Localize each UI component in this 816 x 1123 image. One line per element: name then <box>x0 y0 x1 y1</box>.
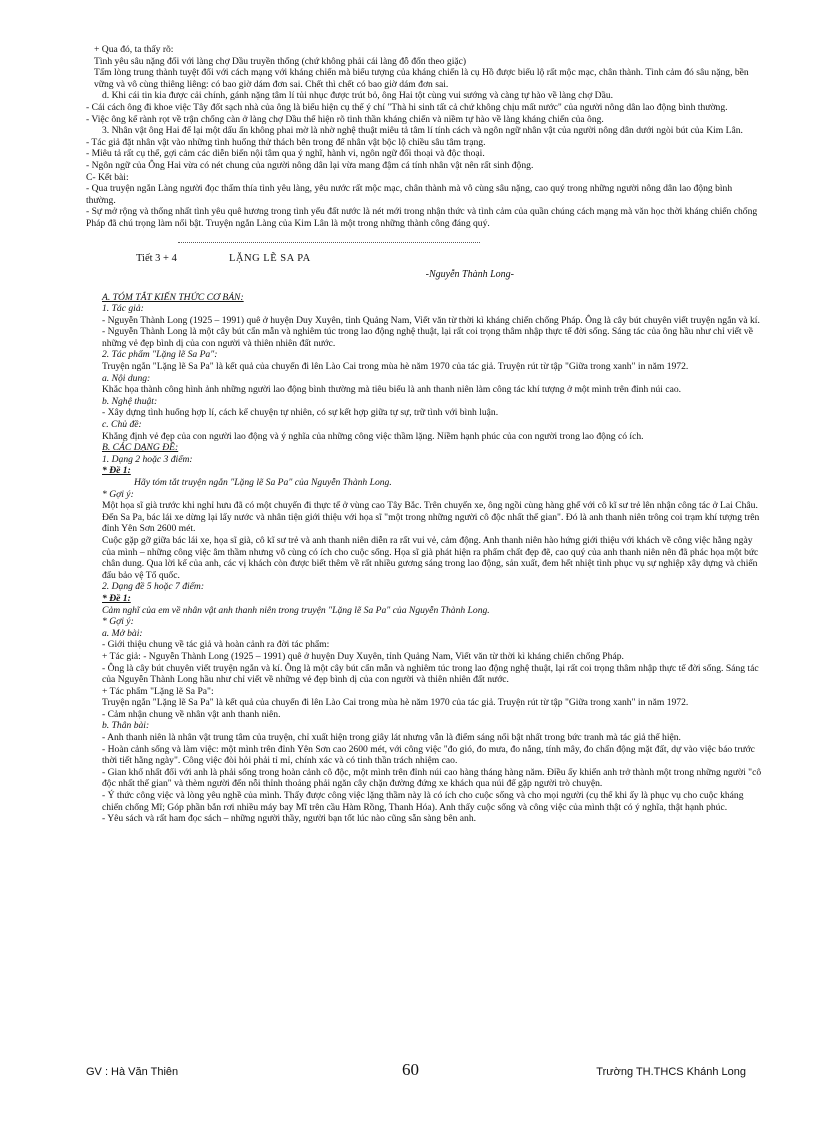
document-page <box>86 44 762 825</box>
lesson-body <box>86 292 762 825</box>
text-line: + Qua đó, ta thấy rõ: <box>94 44 174 55</box>
text-line: Khắc họa thành công hình ảnh những người lao động bình thường mà tiêu biểu là anh thanh niên làm công tác khí tượng ở một mình trên đỉnh núi cao. <box>102 384 682 396</box>
text-line: 2. Tác phẩm "Lặng lẽ Sa Pa": <box>102 349 218 361</box>
text-line: B. CÁC DẠNG ĐỀ: <box>102 442 179 454</box>
text-line: a. Nội dung: <box>102 372 151 384</box>
text-line: Truyện ngắn "Lặng lẽ Sa Pa" là kết quả của chuyến đi lên Lào Cai trong mùa hè năm 1970 của tác giả. Truyện rút từ tập "Giữa trong xanh" in năm 1972. <box>102 697 689 709</box>
text-line: - Việc ông kể rành rọt về trận chống càn ở làng chợ Dầu thể hiện rõ tinh thần kháng chiến và niềm tự hào về làng kháng chiến của ông. <box>86 113 604 125</box>
text-line: 1. Tác giả: <box>102 303 144 315</box>
text-line: * Gợi ý: <box>102 488 134 500</box>
text-line: 1. Dạng 2 hoặc 3 điểm: <box>102 453 193 465</box>
footer-school: Trường TH.THCS Khánh Long <box>596 1066 746 1078</box>
text-line: + Tác phẩm "Lặng lẽ Sa Pa": <box>102 685 214 697</box>
text-line: A. TÓM TẮT KIẾN THỨC CƠ BẢN: <box>102 291 244 303</box>
text-line: d. Khi cái tin kia được cải chính, gánh nặng tâm lí tủi nhục được trút bỏ, ông Hai tột cùng vui sướng và càng tự hào về làng chợ Dầu. <box>102 90 614 102</box>
text-line: 2. Dạng đề 5 hoặc 7 điểm: <box>102 581 205 593</box>
text-line: Truyện ngắn "Lặng lẽ Sa Pa" là kết quả của chuyến đi lên Lào Cai trong mùa hè năm 1970 của tác giả. Truyện rút từ tập "Giữa trong xanh" in năm 1972. <box>102 361 689 373</box>
lesson-period: Tiết 3 + 4 <box>136 252 177 264</box>
text-line: * Đề 1: <box>102 465 131 477</box>
text-line: - Cảm nhận chung về nhân vật anh thanh niên. <box>102 708 281 720</box>
footer-teacher: GV : Hà Văn Thiên <box>86 1066 179 1078</box>
lesson-title: LẶNG LẼ SA PA <box>229 252 311 264</box>
text-line: C- Kết bài: <box>86 171 129 183</box>
text-line: b. Thân bài: <box>102 720 150 732</box>
text-line: c. Chủ đề: <box>102 419 142 431</box>
text-line: Một họa sĩ già trước khi nghỉ hưu đã có một chuyến đi thực tế ở vùng cao Tây Bắc. Trên chuyến xe, ông ngồi cùng hàng ghế với cô kĩ sư trẻ lên nhận công tác ở Lai Châu. Đến Sa Pa, bác lái xe dừng lại lấy nước và nhân tiện giới thiệu với họa sĩ "một trong những người cô độc nhất thế gian". Đó là anh thanh niên trông coi trạm khí tượng trên đỉnh Yên Sơn 2600 mét. <box>102 500 760 535</box>
lesson-header <box>86 253 762 269</box>
page-footer <box>86 1058 746 1078</box>
text-line: Tình yêu sâu nặng đối với làng chợ Dầu truyền thống (chứ không phải cái làng đỗ đốn theo giặc) <box>94 55 467 67</box>
text-line: - Cái cách ông đi khoe việc Tây đốt sạch nhà của ông là biểu hiện cụ thể ý chí "Thà hi sinh tất cả chứ không chịu mất nước" của người nông dân lao động bình thường. <box>86 101 728 113</box>
text-line: - Hoàn cảnh sống và làm việc: một mình trên đỉnh Yên Sơn cao 2600 mét, với công việc "đo gió, đo mưa, đo nắng, tính mây, đo chấn động mặt đất, dự vào việc báo trước thời tiết hằng ngày". Công việc đòi hỏi phải tỉ mỉ, chính xác và có tinh thần trách nhiệm cao. <box>102 743 755 767</box>
text-line: - Ông là cây bút chuyên viết truyện ngắn và kí. Ông là một cây bút cẩn mẫn và nghiêm túc trong lao động nghệ thuật, lại rất coi trọng thâm nhập thực tế đời sống. Sáng tác của Nguyễn Thành Long hầu như chỉ viết về những vẻ đẹp bình dị của con người và thiên nhiên đất nước. <box>102 662 759 686</box>
text-line: - Nguyễn Thành Long (1925 – 1991) quê ở huyện Duy Xuyên, tỉnh Quảng Nam, Viết văn từ thời kì kháng chiến chống Pháp. Ông là cây bút chuyên viết truyện ngắn và kí. <box>102 314 760 326</box>
text-line: Khẳng định vẻ đẹp của con người lao động và ý nghĩa của những công việc thầm lặng. Niềm hạnh phúc của con người trong lao động có ích. <box>102 430 644 442</box>
text-line: - Tác giả đặt nhân vật vào những tình huống thử thách bên trong để nhân vật bộc lộ chiều sâu tâm trạng. <box>86 136 486 148</box>
text-line: - Yêu sách và rất ham đọc sách – những người thầy, người bạn tốt lúc nào cũng sẵn sàng bên anh. <box>102 813 477 825</box>
text-line: b. Nghệ thuật: <box>102 395 158 407</box>
text-line: - Xây dựng tình huống hợp lí, cách kể chuyện tự nhiên, có sự kết hợp giữa tự sự, trữ tình với bình luận. <box>102 407 499 419</box>
text-line: Tấm lòng trung thành tuyệt đối với cách mạng với kháng chiến mà biểu tượng của kháng chiến là cụ Hồ được biểu lộ rất mộc mạc, chân thành. Tình cảm đó sâu nặng, bền vững và vô cùng thiêng liêng: có bao giờ dám đơn sai. Chết thì chết có bao giờ dám đơn sai. <box>94 67 749 90</box>
text-line: - Qua truyện ngắn Làng người đọc thấm thía tình yêu làng, yêu nước rất mộc mạc, chân thành mà vô cùng sâu nặng, cao quý trong những người nông dân lao động bình thường. <box>86 183 733 206</box>
top-section <box>86 44 762 230</box>
text-line: - Nguyễn Thành Long là một cây bút cẩn mẫn và nghiêm túc trong lao động nghệ thuật, lại rất coi trọng thâm nhập thực tế đời sống. Sáng tác của ông hầu như chỉ viết về những vẻ đẹp bình dị của con người và thiên nhiên đất nước. <box>102 326 753 349</box>
text-line: - Ngôn ngữ của Ông Hai vừa có nét chung của người nông dân lại vừa mang đậm cá tính nhân vật nên rất sinh động. <box>86 159 534 171</box>
page-number: 60 <box>402 1060 419 1079</box>
text-line: Cảm nghĩ của em về nhân vật anh thanh niên trong truyện "Lặng lẽ Sa Pa" của Nguyễn Thành Long. <box>102 604 490 616</box>
text-line: Hãy tóm tắt truyện ngắn "Lặng lẽ Sa Pa" của Nguyễn Thành Long. <box>134 477 392 488</box>
text-line: Cuộc gặp gỡ giữa bác lái xe, họa sĩ già, cô kĩ sư trẻ và anh thanh niên diễn ra rất vui vẻ, cảm động. Anh thanh niên hào hứng giới thiệu với khách về công việc hằng ngày của mình – những công việc âm thầm nhưng vô cùng có ích cho cuộc sống. Họa sĩ già phát hiện ra phẩm chất đẹp đẽ, cao quý của anh thanh niên nên đã phác họa một bức chân dung. Qua lời kể của anh, các vị khách còn được biết thêm về rất nhiều gương sáng trong lao động, sản xuất, đem hết nhiệt tình phục vụ sự nghiệp xây dựng và chiến đấu bảo vệ Tổ quốc. <box>102 534 759 581</box>
separator-line <box>178 242 480 243</box>
text-line: * Đề 1: <box>102 592 131 604</box>
lesson-author: -Nguyễn Thành Long- <box>425 268 514 280</box>
text-line: - Ý thức công việc và lòng yêu nghề của mình. Thấy được công việc lặng thầm này là có ích cho cuộc sống và cho mọi người (cụ thể khi ấy là phục vụ cho cuộc kháng chiến chống Mĩ; Góp phần bắn rơi nhiều máy bay Mĩ trên cầu Hàm Rồng, Thanh Hóa). Anh thấy cuộc sống và công việc của mình thật có ý nghĩa, thật hạnh phúc. <box>102 790 744 813</box>
text-line: 3. Nhân vật ông Hai để lại một dấu ấn không phai mờ là nhờ nghệ thuật miêu tả tâm lí tính cách và ngôn ngữ nhân vật của người nông dân dưới ngòi bút của Kim Lân. <box>102 125 743 137</box>
text-line: - Gian khổ nhất đối với anh là phải sống trong hoàn cảnh cô độc, một mình trên đỉnh núi cao hàng tháng hàng năm. Điều ấy khiến anh trở thành một trong những người "cô độc nhất thế gian" và thèm người đến nỗi thỉnh thoảng phải ngăn cây chặn đường đứng xe khách qua núi để gặp người trò chuyện. <box>102 766 762 790</box>
text-line: - Miêu tả rất cụ thể, gợi cảm các diễn biến nội tâm qua ý nghĩ, hành vi, ngôn ngữ đối thoại và độc thoại. <box>86 148 485 160</box>
text-line: * Gợi ý: <box>102 616 134 628</box>
text-line: a. Mở bài: <box>102 627 143 639</box>
text-line: - Sự mở rộng và thống nhất tình yêu quê hương trong tình yếu đất nước là nét mới trong nhận thức và tình cảm của quần chúng cách mạng mà văn học thời kháng chiến chống Pháp đã chú trọng làm nổi bật. Truyện ngắn Làng của Kim Lân là một trong những thành công đáng quý. <box>86 206 758 229</box>
text-line: - Anh thanh niên là nhân vật trung tâm của truyện, chỉ xuất hiện trong giây lát nhưng vẫn là điểm sáng nổi bật nhất trong bức tranh mà tác giả thể hiện. <box>102 732 681 744</box>
text-line: - Giới thiệu chung về tác giả và hoàn cảnh ra đời tác phẩm: <box>102 639 330 651</box>
text-line: + Tác giả: - Nguyễn Thành Long (1925 – 1991) quê ở huyện Duy Xuyên, tỉnh Quảng Nam, Viết văn từ thời kì kháng chiến chống Pháp. <box>102 650 624 662</box>
